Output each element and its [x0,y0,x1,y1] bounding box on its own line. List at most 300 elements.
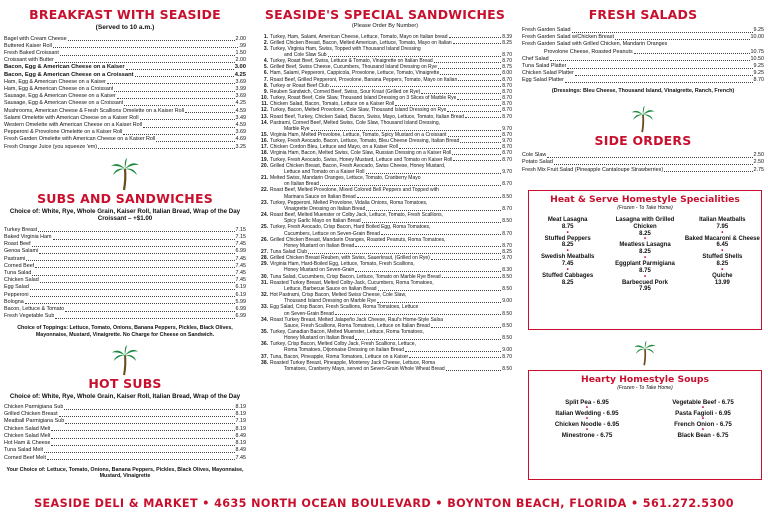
item-name: Sausage, Egg & American Cheese on a Croissant [4,100,124,107]
subs-subtitle-croissant: Croissant – +$1.00 [97,215,153,223]
item-price: 3.99 [235,85,246,92]
dot-leader [335,311,502,316]
item-price: 8.19 [235,425,246,432]
breakfast-item [4,115,246,122]
dot-leader [440,70,501,75]
sandwich-price: 8.70 [502,132,512,138]
sandwich-number: 14. [261,119,268,126]
item-price: 4.59 [235,121,246,128]
item-name: Salami Omelette with American Cheese on a Kaiser Roll [4,114,139,121]
item-name: Buttered Kaiser Roll [4,42,52,49]
sandwich-description: Grilled Chicken Breast, Bacon, Melted American, Lettuce, Tomato, Mayo on Italian [270,39,452,46]
sub-item [4,299,246,306]
item-name: Bacon, Egg & American Cheese on a Kaiser [4,64,125,71]
soup-cell [645,428,761,439]
item-price: 6.99 [235,248,246,255]
dot-leader [59,416,235,417]
sandwich-number: 11. [261,101,268,108]
sandwich-number: 23. [261,199,268,206]
soup-item: Italian Wedding - 6.95 [555,410,619,417]
heat-serve-item: Eggplant Parmigiana [615,260,675,267]
hot-sub-item [4,447,246,454]
sandwich-price: 9.00 [502,298,512,305]
bullet: • [566,248,569,255]
specials-subtitle: (Please Order By Number) [351,23,419,29]
heat-serve-grid [529,217,761,293]
dot-leader [311,126,502,131]
salad-item [522,56,764,63]
dot-leader [124,105,234,106]
subs-toppings-note: Choice of Toppings: Lettuce, Tomato, Onions, Banana Peppers, Pickles, Black Olives, Mayonnaise, Mustard, Vinaigrette. No Charge for Cheese on Sandwich. [17,325,233,338]
dot-leader [140,119,235,120]
sub-item [4,306,246,313]
special-sandwich [258,200,512,212]
breakfast-item [4,136,246,143]
sandwich-price: 8.50 [502,218,512,225]
dot-leader [395,101,501,106]
item-name: Pepperoni & Provolone Omelette on a Kaiser Roll [4,129,123,136]
sandwich-text [270,329,512,341]
heat-serve-item: Baked Macaroni & Cheese [684,235,760,242]
sandwich-description: Roasted Turkey Breast, Pineapple, Monterey Jack Cheese, Lettuce, Roma [270,359,436,366]
item-name: Egg Salad Platter [522,77,564,84]
item-name: Bagel with Cream Cheese [4,35,67,42]
footer-address: SEASIDE DELI & MARKET • 4635 NORTH OCEAN BOULEVARD • BOYNTON BEACH, FLORIDA • 561.272.5300 [34,497,734,510]
sandwich-description: Tuna Salad, Cucumbers, Crisp Bacon, Lettuce, Tomato on Marble Rye Bread [270,273,441,280]
heat-serve-title: Heat & Serve Homestyle Specialities [550,194,740,205]
item-name: Fresh Garden Omelette with American Cheese on a Kaiser Roll [4,136,156,143]
heat-serve-item: Swedish Meatballs [540,254,595,261]
salads-title: FRESH SALADS [588,7,698,22]
sandwich-description: Thousand Island Dressing on Marble Rye [284,298,376,305]
dot-leader [452,150,501,155]
breakfast-subtitle: (Served to 10 a.m.) [95,24,155,31]
heat-serve-price: 7.45 [561,260,574,267]
item-name: Chicken Salad Platter [522,70,574,77]
sandwich-price: 8.25 [502,39,512,46]
dot-leader [114,91,234,92]
bullet: • [701,415,705,422]
item-name: Fresh Baked Croissant [4,49,59,56]
dot-leader [51,438,234,439]
sandwich-price: 8.50 [502,285,512,292]
dot-leader [126,69,234,70]
sandwich-price: 9.70 [502,168,512,175]
item-name: Pepperoni [4,291,29,298]
breakfast-item [4,64,246,71]
sub-item [4,270,246,277]
sub-item [4,227,246,234]
dot-leader [35,267,234,268]
dot-leader [664,171,752,172]
sub-item [4,241,246,248]
soup-item: Split Pea - 6.95 [565,399,609,406]
heat-serve-price: 13.99 [714,279,730,286]
item-price: 2.00 [235,35,246,42]
item-price: 8.19 [235,440,246,447]
item-name: Turkey Breast [4,226,38,233]
dot-leader [123,134,234,135]
side-orders-list [522,152,764,174]
item-name: Cole Slaw [522,152,547,159]
item-name: Tuna Salad Melt [4,447,44,454]
item-price: 8.70 [753,77,764,84]
sandwich-price: 8.70 [502,76,512,83]
item-name: Ham, Egg & American Cheese on a Kaiser [4,78,106,85]
dot-leader [366,169,502,174]
dot-leader [30,296,235,297]
dot-leader [434,58,502,63]
sandwich-description: Honey Mustard on Italian Bread [284,242,355,249]
sandwich-description: Turkey, Fresh Avocado, Bacon, Lettuce, Tomato, Bleu Cheese Dressing, Italian Bread [270,138,460,145]
sandwich-description: Turkey, Ham, Salami, American Cheese, Lettuce, Tomato, Mayo on Italian bread [270,33,448,40]
dot-leader [431,323,501,328]
dot-leader [156,141,234,142]
soups-box [528,370,762,480]
sandwich-description: Grilled Chicken Breast, Bacon, Fresh Avocado, Swiss Cheese, Honey Mustard, [270,162,446,169]
sandwich-number: 7. [263,76,268,83]
specials-title: SEASIDE'S SPECIAL SANDWICHES [264,7,506,22]
soup-item: French Onion - 6.75 [674,421,732,428]
sandwich-number: 18. [261,150,268,157]
sandwich-price: 8.50 [502,335,512,342]
sub-item [4,234,246,241]
item-name: Grilled Chicken Breast [4,411,58,418]
breakfast-item [4,108,246,115]
item-price: 1.50 [235,49,246,56]
special-sandwich [258,280,512,292]
item-price: 9.25 [753,70,764,77]
dot-leader [143,127,234,128]
sandwich-number: 3. [263,45,268,52]
soup-cell [529,428,645,439]
item-price: 7.45 [235,262,246,269]
sandwich-description: Turkey, Fresh Avocado, Swiss, Honey Mustard, Lettuce and Tomato on Kaiser Roll [270,156,453,163]
dot-leader [65,423,234,424]
soup-item: Chicken Noodle - 6.95 [554,421,620,428]
breakfast-item [4,129,246,136]
item-name: Fresh Vegetable Sub [4,313,55,320]
special-sandwich [258,292,512,304]
sandwich-text [270,360,512,372]
dot-leader [449,34,502,39]
dot-leader [460,138,501,143]
bullet: • [701,404,705,411]
bullet: • [566,229,569,236]
sandwich-number: 8. [263,82,268,89]
sandwich-text [270,261,512,273]
dot-leader [381,231,501,236]
sandwich-description: Grilled Chicken Breast, Mandarin Oranges, Roasted Peanuts, Roma Tomatoes, [270,236,446,243]
item-name: Western Omelette with American Cheese on a Kaiser Roll [4,121,143,128]
dot-leader [26,260,234,261]
sandwich-number: 2. [263,39,268,46]
heat-serve-price: 7.95 [716,223,729,230]
item-price: 7.45 [235,454,246,461]
item-name: Roast Beef [4,241,31,248]
item-price: 5.99 [235,298,246,305]
sandwich-description: Chicken Cordon Bleu, Lettuce and Mayo, on a Kaiser Roll [270,144,398,151]
item-name: Bacon, Egg & American Cheese on a Croissant [4,71,134,78]
item-price: 7.45 [235,241,246,248]
heat-serve-price: 8.75 [561,223,574,230]
dot-leader [554,164,753,165]
dot-leader [453,157,501,162]
subs-subtitle: Choice of: White, Rye, Whole Grain, Kaiser Roll, Italian Bread, Wrap of the Day [9,207,241,215]
dot-leader [465,114,501,119]
sandwich-price: 9.00 [502,347,512,354]
special-sandwich [258,304,512,316]
item-price: 9.25 [753,63,764,70]
dot-leader [357,194,502,199]
item-name: Bacon, Lettuce & Tomato [4,305,65,312]
sandwich-description: Hot Pastrami, Crisp Bacon, Melted Swiss Cheese, Cole Slaw, [270,292,407,299]
soup-item: Vegetable Beef - 6.75 [672,399,734,406]
item-price: 7.19 [235,418,246,425]
sub-item [4,277,246,284]
dot-leader [378,286,502,291]
dot-leader [355,267,501,272]
hot-subs-toppings-note: Your Choice of: Lettuce, Tomato, Onions, Banana Peppers, Pickles, Black Olives, Mayonnaise, Mustard, Vinaigrette [6,466,244,480]
heat-serve-price: 8.25 [639,230,651,237]
palm-tree-icon [633,340,657,366]
sandwich-number: 12. [261,107,268,114]
dot-leader [438,64,501,69]
sandwich-price: 9.70 [502,125,512,132]
sandwich-number: 31. [261,279,268,286]
dot-leader [38,231,234,232]
sandwich-description: Turkey, Roast Beef, Swiss, Lettuce & Tomato, Vinaigrette on Italian Bread [270,58,433,65]
item-name: Chef Salad [522,55,549,62]
side-order-item [522,167,764,174]
hot-sub-item [4,440,246,447]
subs-title: SUBS AND SANDWICHES [37,190,213,206]
item-price: 3.69 [235,78,246,85]
dot-leader [377,298,501,303]
sandwich-description: Tomatoes, Cranberry Mayo, served on Seven-Grain Whole Wheat Bread [284,365,445,372]
salad-item [522,77,764,84]
sandwich-description: Roast Beef, Melted Muenster or Colby Jack, Lettuce, Tomato, Fresh Scallions, [270,212,444,219]
sandwich-description: Turkey, Bacon, Melted Provolone, Cole Slaw, Thousand Island Dressing on Rye [270,107,447,114]
item-name: Fresh Orange Juice (you squeeze 'em) [4,143,98,150]
bullet: • [721,266,724,273]
special-sandwich [258,46,512,58]
sandwich-number: 34. [261,316,268,323]
sandwich-price: 8.50 [502,273,512,280]
sandwich-description: Virginia Ham, Hard-Boiled Egg, Lettuce, Tomato, Fresh Scallions, [270,261,415,268]
sandwich-price: 8.70 [502,82,512,89]
sub-item [4,313,246,320]
sandwich-price: 8.70 [502,242,512,249]
sandwich-description: Turkey, Crisp Bacon, Melted Colby Jack, Fresh Scallions, Lettuce, [270,341,416,348]
item-name: Chicken Salad [4,277,39,284]
dot-leader [362,218,502,223]
bullet: • [721,248,724,255]
heat-serve-item: Stuffed Shells [702,254,743,261]
breakfast-item [4,43,246,50]
special-sandwich [258,329,512,341]
sandwich-text [270,237,512,249]
sandwich-description: Roast Turkey Breast, Melted Jalapeño Jack Cheese, Raul's Home-Style Salsa [270,316,443,323]
sandwich-text [270,292,512,304]
dot-leader [68,40,235,41]
item-price: 3.00 [234,64,246,71]
salads-list [522,27,764,85]
item-name: Fresh Garden Salad w/Chicken Breast [522,34,614,41]
dot-leader [330,83,502,88]
dot-leader [320,181,501,186]
sandwich-description: Ham, Salami, Pepperoni, Cappicola, Provolone, Lettuce, Tomato, Vinaigrette [270,70,440,77]
sub-item [4,284,246,291]
dot-leader [431,255,501,260]
dot-leader [457,95,501,100]
heat-serve-price: 8.25 [716,260,729,267]
item-price: 9.25 [753,27,764,33]
sandwich-number: 29. [261,261,268,268]
middle-column [258,0,512,372]
heat-serve-item: Quiche [712,272,733,279]
sandwich-number: 25. [261,224,268,231]
side-orders-title: SIDE ORDERS [594,133,692,149]
soup-item: Black Bean - 6.75 [677,432,729,439]
item-name: Corned Beef Melt [4,454,46,461]
dot-leader [44,452,234,453]
sandwich-number: 38. [261,359,268,366]
breakfast-item [4,144,246,151]
special-sandwich [258,237,512,249]
sandwich-text [270,304,512,316]
dot-leader [405,347,501,352]
dot-leader [572,32,753,33]
breakfast-item [4,86,246,93]
sandwich-price: 8.70 [502,58,512,65]
sandwich-number: 10. [261,95,268,102]
sandwich-description: Cucumbers, Lettuce on Seven-Grain Bread [284,230,380,237]
special-sandwich [258,120,512,132]
bullet: • [585,404,589,411]
item-name: Sausage, Egg & American Cheese on a Kaiser [4,93,116,100]
sandwich-description: Chicken Salad, Bacon, Tomato, Lettuce on a Kaiser Roll [270,101,395,108]
side-order-item [522,159,764,166]
dot-leader [25,303,235,304]
dot-leader [51,430,234,431]
sandwich-price: 8.70 [502,181,512,188]
salad-item [522,41,764,48]
sandwich-description: Grilled Beef, Swiss Cheese, Cucumbers, Thousand Island Dressing on Rye [270,64,437,71]
item-price: 7.45 [235,255,246,262]
hot-sub-item [4,455,246,462]
item-name: Potato Salad [522,159,553,166]
sandwich-price: 8.25 [502,248,512,255]
sandwich-description: Turkey, Canadian Bacon, Melted Muenster, Lettuce, Roma Tomatoes, [270,329,424,335]
dot-leader [442,274,502,279]
sandwich-price: 8.70 [502,101,512,108]
bullet: • [701,426,705,433]
sandwich-price: 8.50 [502,310,512,317]
sandwich-description: Roast Beef, Grilled Pepperoni, Provolone, Banana Peppers, Tomato, Mayo on Italian [270,76,458,83]
item-price: 3.49 [235,114,246,121]
breakfast-item [4,93,246,100]
sandwich-number: 27. [261,248,268,255]
sandwich-text [270,200,512,212]
sandwich-description: Roma Tomatoes, Dijonnaise Dressing on Italian Bread [284,347,404,354]
dot-leader [547,157,752,158]
item-name: Chicken Salad Melt [4,432,51,439]
sandwich-number: 28. [261,255,268,262]
sandwich-number: 1. [263,33,268,40]
left-column [4,0,246,480]
soup-item: Minestrone - 6.75 [561,432,613,439]
sandwich-description: Pastrami, Corned Beef, Melted Swiss, Cole Slaw, Thousand Island Dressing, [270,119,440,126]
dot-leader [51,445,234,446]
sandwich-price: 8.70 [502,230,512,237]
soups-grid [529,399,761,439]
item-name: Ham, Egg & American Cheese on a Croissant [4,85,114,92]
sandwich-description: Virginia Ham, Bacon, Melted Swiss, Cole Slaw, Russian Dressing on a Kaiser Roll [270,150,452,157]
sandwich-number: 6. [263,70,268,77]
sandwich-price: 8.30 [502,267,512,274]
sandwich-number: 24. [261,212,268,219]
sub-item [4,292,246,299]
dot-leader [615,39,750,40]
sandwich-price: 8.50 [502,322,512,329]
dot-leader [355,335,501,340]
dot-leader [47,459,235,460]
breakfast-item [4,100,246,107]
sandwich-description: Marinara Sauce on Italian Bread [284,193,356,200]
dot-leader [117,98,235,99]
sandwich-number: 17. [261,144,268,151]
item-price: 6.99 [235,305,246,312]
breakfast-item [4,36,246,43]
item-name: Fresh Garden Salad with Grilled Chicken, Mandarin Oranges [522,41,668,48]
item-price: 8.19 [235,411,246,418]
dot-leader [447,107,501,112]
bullet: • [585,415,589,422]
right-column [522,0,764,174]
sandwich-description: Vinaigrette Dressing on Italian Bread [284,205,366,212]
sandwich-price: 9.70 [502,255,512,262]
subs-list [4,227,246,321]
bullet: • [721,229,724,236]
sandwich-description: Turkey or Roast Beef Club [270,82,329,89]
item-name: Fresh Mix Fruit Salad (Pineapple Cantaloupe Strawberries) [522,166,664,173]
item-name: Corned Beef [4,262,35,269]
dot-leader [64,409,234,410]
dot-leader [446,366,502,371]
sandwich-number: 9. [263,88,268,95]
heat-serve-item: Italian Meatballs [699,217,746,223]
sandwich-description: Turkey, Fresh Avocado, Crisp Bacon, Hard Boiled Egg, Roma Tomatoes, [270,224,431,231]
hot-sub-item [4,426,246,433]
sandwich-description: Roast Beef, Melted Provolone, Mixed Colored Bell Peppers and Topped with [270,187,439,194]
item-name: Tuna Salad [4,269,32,276]
sandwich-description: Grilled Chicken Breast Reuben, with Swiss, Sauerkraut, (Grilled on Rye) [270,255,430,262]
special-sandwich [258,175,512,187]
dot-leader [399,144,501,149]
hot-sub-item [4,433,246,440]
sandwich-price: 8.70 [502,88,512,95]
sandwich-text [270,212,512,224]
soup-item: Pasta Fagioli - 6.95 [675,410,731,417]
item-name: Pastrami [4,255,26,262]
sandwich-text [270,341,512,353]
specials-list [258,34,512,373]
dot-leader [550,60,750,61]
sandwich-text [270,163,512,175]
sandwich-number: 36. [261,341,268,348]
sandwich-line [270,366,512,372]
